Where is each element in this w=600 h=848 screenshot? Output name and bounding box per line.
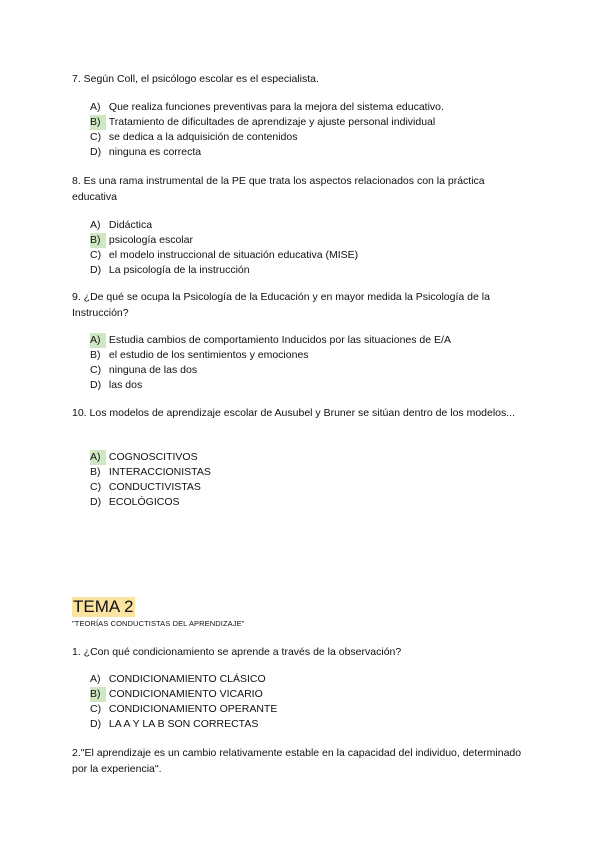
option-text: ECOLÓGICOS: [108, 496, 180, 508]
section-subtitle: "TEORÍAS CONDUCTISTAS DEL APRENDIZAJE": [72, 619, 245, 628]
question-10-options: [90, 450, 211, 510]
option-letter: C): [90, 703, 102, 715]
option-a: [90, 100, 444, 115]
option-letter: D): [90, 264, 102, 276]
correct-answer-letter: B): [90, 687, 106, 702]
option-d: [90, 495, 211, 510]
option-text: ninguna de las dos: [108, 364, 198, 376]
option-c: [90, 480, 211, 495]
option-a: [90, 333, 451, 348]
option-b: [90, 465, 211, 480]
option-letter: C): [90, 364, 102, 376]
option-letter: B): [90, 466, 101, 478]
tema2-question-1-options: [90, 672, 277, 732]
option-text: Didáctica: [108, 219, 153, 231]
option-letter: D): [90, 496, 102, 508]
option-letter: C): [90, 249, 102, 261]
correct-answer-letter: A): [90, 450, 106, 465]
option-text: COGNOSCITIVOS: [108, 451, 198, 463]
option-text: LA A Y LA B SON CORRECTAS: [108, 718, 259, 730]
correct-answer-letter: A): [90, 333, 106, 348]
option-d: [90, 717, 277, 732]
option-text: CONDICIONAMIENTO VICARIO: [108, 688, 263, 700]
option-text: Tratamiento de dificultades de aprendizaje y ajuste personal individual: [108, 116, 436, 128]
section-heading-tema-2: TEMA 2: [73, 597, 134, 616]
option-letter: C): [90, 481, 102, 493]
tema2-question-1: 1. ¿Con qué condicionamiento se aprende a través de la observación?: [72, 646, 402, 658]
option-text: psicología escolar: [108, 234, 193, 246]
option-text: las dos: [108, 379, 143, 391]
option-text: Que realiza funciones preventivas para la mejora del sistema educativo.: [108, 101, 444, 113]
option-c: [90, 363, 451, 378]
question-8: 8. Es una rama instrumental de la PE que trata los aspectos relacionados con la práctica educativa: [72, 175, 485, 203]
question-10: 10. Los modelos de aprendizaje escolar de Ausubel y Bruner se sitúan dentro de los modelos...: [72, 407, 516, 419]
correct-answer-letter: B): [90, 233, 106, 248]
correct-answer-letter: B): [90, 115, 106, 130]
option-letter: A): [90, 101, 101, 113]
option-text: el estudio de los sentimientos y emociones: [108, 349, 309, 361]
option-text: CONDUCTIVISTAS: [108, 481, 201, 493]
option-letter: C): [90, 131, 102, 143]
option-b: [90, 233, 358, 248]
option-d: [90, 378, 451, 393]
option-c: [90, 130, 444, 145]
option-a: [90, 218, 358, 233]
option-d: [90, 263, 358, 278]
question-8-options: [90, 218, 358, 278]
option-letter: D): [90, 718, 102, 730]
option-letter: B): [90, 349, 101, 361]
option-d: [90, 145, 444, 160]
option-text: La psicología de la instrucción: [108, 264, 250, 276]
question-9: 9. ¿De qué se ocupa la Psicología de la Educación y en mayor medida la Psicología de la Instrucción?: [72, 291, 490, 319]
option-c: [90, 248, 358, 263]
option-a: [90, 672, 277, 687]
option-text: el modelo instruccional de situación educativa (MISE): [108, 249, 359, 261]
question-9-options: [90, 333, 451, 393]
option-letter: A): [90, 219, 101, 231]
option-text: Estudia cambios de comportamiento Inducidos por las situaciones de E/A: [108, 334, 451, 346]
option-c: [90, 702, 277, 717]
option-text: INTERACCIONISTAS: [108, 466, 211, 478]
option-text: ninguna es correcta: [108, 146, 202, 158]
question-7: 7. Según Coll, el psicólogo escolar es el especialista.: [72, 73, 319, 85]
option-a: [90, 450, 211, 465]
option-text: CONDICIONAMIENTO OPERANTE: [108, 703, 278, 715]
option-letter: D): [90, 146, 102, 158]
option-text: CONDICIONAMIENTO CLÁSICO: [108, 673, 266, 685]
option-b: [90, 115, 444, 130]
option-b: [90, 687, 277, 702]
tema2-question-2: 2."El aprendizaje es un cambio relativamente estable en la capacidad del individuo, determinado por la experiencia".: [72, 747, 522, 775]
option-text: se dedica a la adquisición de contenidos: [108, 131, 298, 143]
option-letter: A): [90, 673, 101, 685]
option-letter: D): [90, 379, 102, 391]
option-b: [90, 348, 451, 363]
question-7-options: [90, 100, 444, 160]
